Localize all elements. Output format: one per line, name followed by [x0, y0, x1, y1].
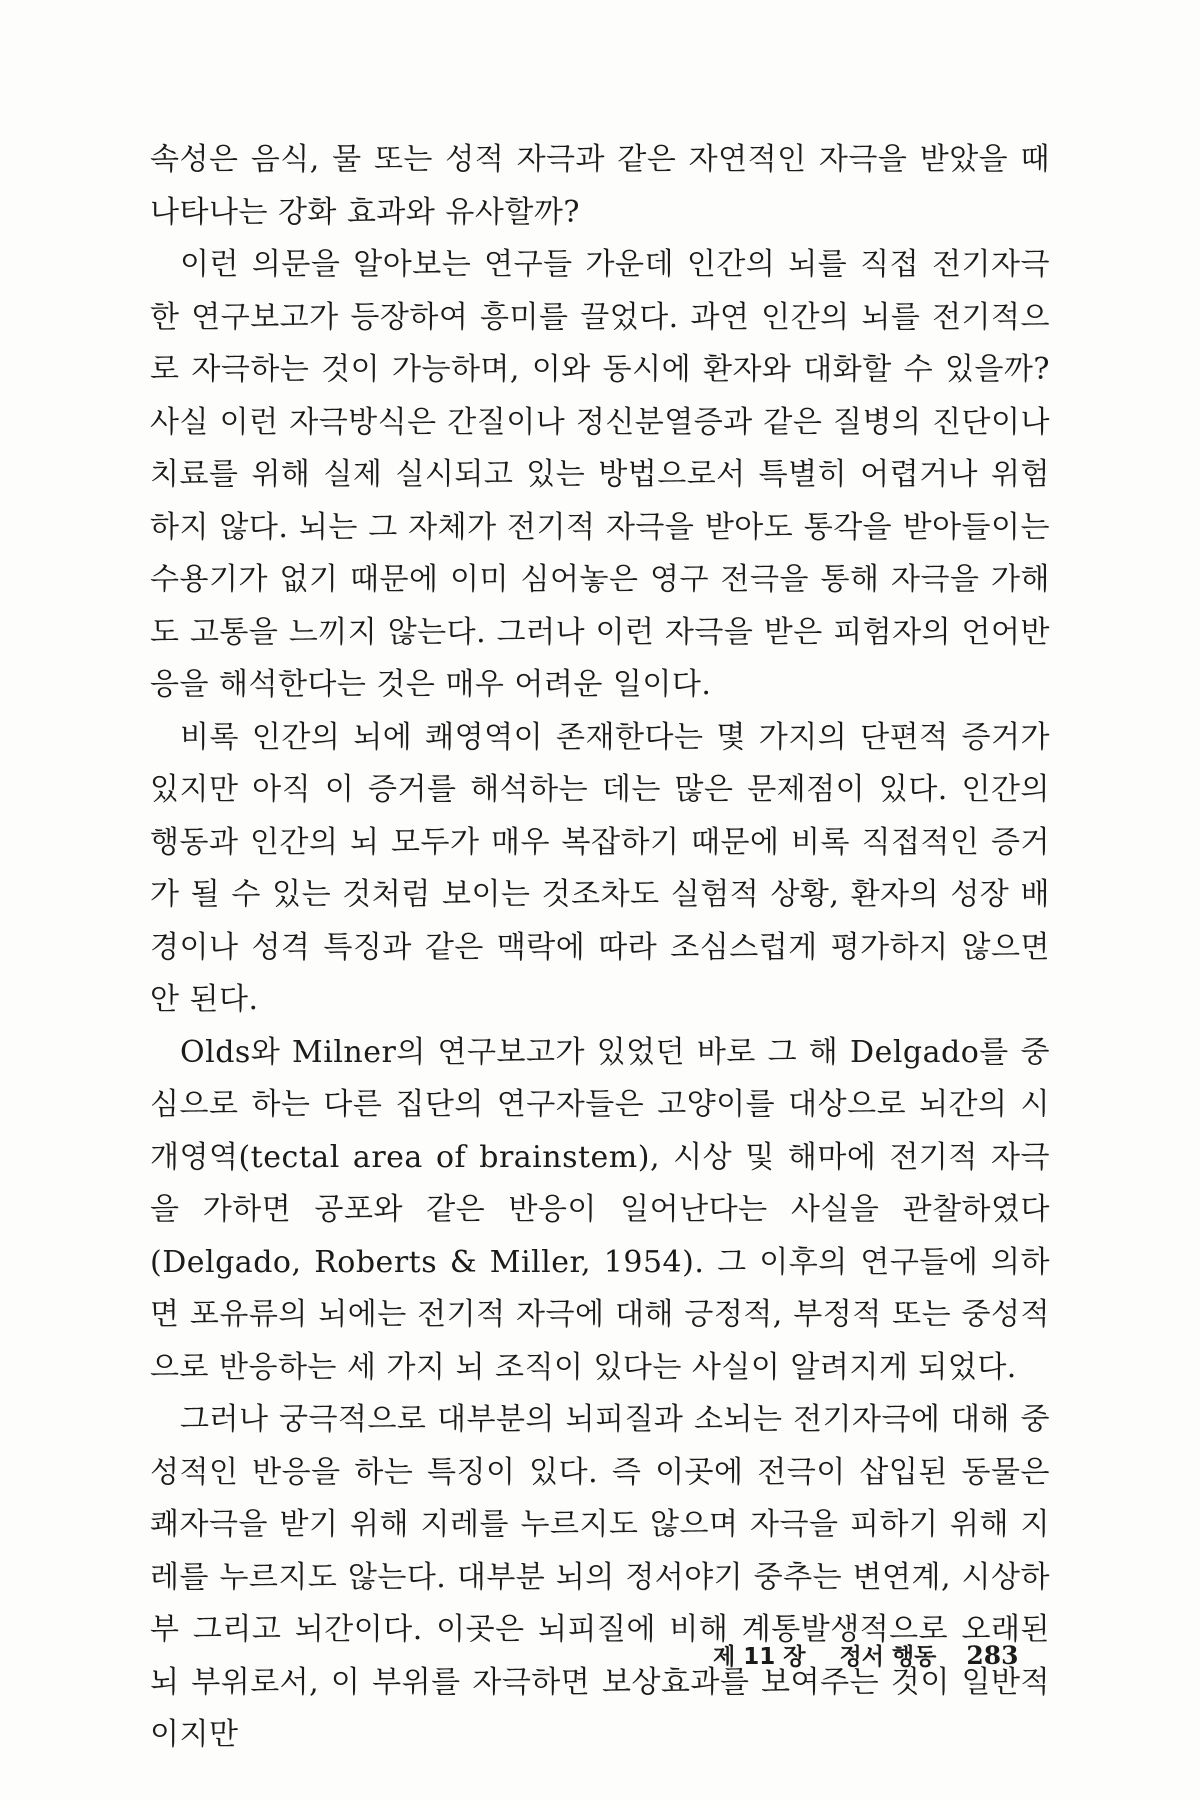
body-text [150, 134, 1050, 1762]
footer-chapter: 제 11 장 [713, 1644, 806, 1670]
paragraph: 그러나 궁극적으로 대부분의 뇌피질과 소뇌는 전기자극에 대해 중성적인 반응을 하는 특징이 있다. 즉 이곳에 전극이 삽입된 동물은 쾌자극을 받기 위해 지레를 누르지도 않으며 자극을 피하기 위해 지레를 누르지도 않는다. 대부분 뇌의 정서야기 중추는 변연계, 시상하부 그리고 뇌간이다. 이곳은 뇌피질에 비해 계통발생적으로 오래된 뇌 부위로서, 이 부위를 자극하면 보상효과를 보여주는 것이 일반적이지만 [150, 1402, 1050, 1752]
page-number: 283 [966, 1641, 1019, 1670]
footer-chapter-title: 정서 행동 [839, 1644, 937, 1670]
paragraph: Olds와 Milner의 연구보고가 있었던 바로 그 해 Delgado를 중심으로 하는 다른 집단의 연구자들은 고양이를 대상으로 뇌간의 시개영역(tectal area of brainstem), 시상 및 해마에 전기적 자극을 가하면 공포와 같은 반응이 일어난다는 사실을 관찰하였다(Delgado, Roberts & Miller, 1954). 그 이후의 연구들에 의하면 포유류의 뇌에는 전기적 자극에 대해 긍정적, 부정적 또는 중성적으로 반응하는 세 가지 뇌 조직이 있다는 사실이 알려지게 되었다. [150, 1034, 1050, 1385]
paragraph: 이런 의문을 알아보는 연구들 가운데 인간의 뇌를 직접 전기자극한 연구보고가 등장하여 흥미를 끌었다. 과연 인간의 뇌를 전기적으로 자극하는 것이 가능하며, 이와 동시에 환자와 대화할 수 있을까? 사실 이런 자극방식은 간질이나 정신분열증과 같은 질병의 진단이나 치료를 위해 실제 실시되고 있는 방법으로서 특별히 어렵거나 위험하지 않다. 뇌는 그 자체가 전기적 자극을 받아도 통각을 받아들이는 수용기가 없기 때문에 이미 심어놓은 영구 전극을 통해 자극을 가해도 고통을 느끼지 않는다. 그러나 이런 자극을 받은 피험자의 언어반응을 해석한다는 것은 매우 어려운 일이다. [150, 247, 1050, 702]
paragraph: 비록 인간의 뇌에 쾌영역이 존재한다는 몇 가지의 단편적 증거가 있지만 아직 이 증거를 해석하는 데는 많은 문제점이 있다. 인간의 행동과 인간의 뇌 모두가 매우 복잡하기 때문에 비록 직접적인 증거가 될 수 있는 것처럼 보이는 것조차도 실험적 상황, 환자의 성장 배경이나 성격 특징과 같은 맥락에 따라 조심스럽게 평가하지 않으면 안 된다. [150, 719, 1050, 1017]
page-footer [713, 1638, 1053, 1678]
paragraph-continuation: 속성은 음식, 물 또는 성적 자극과 같은 자연적인 자극을 받았을 때 나타나는 강화 효과와 유사할까? [150, 142, 1050, 230]
